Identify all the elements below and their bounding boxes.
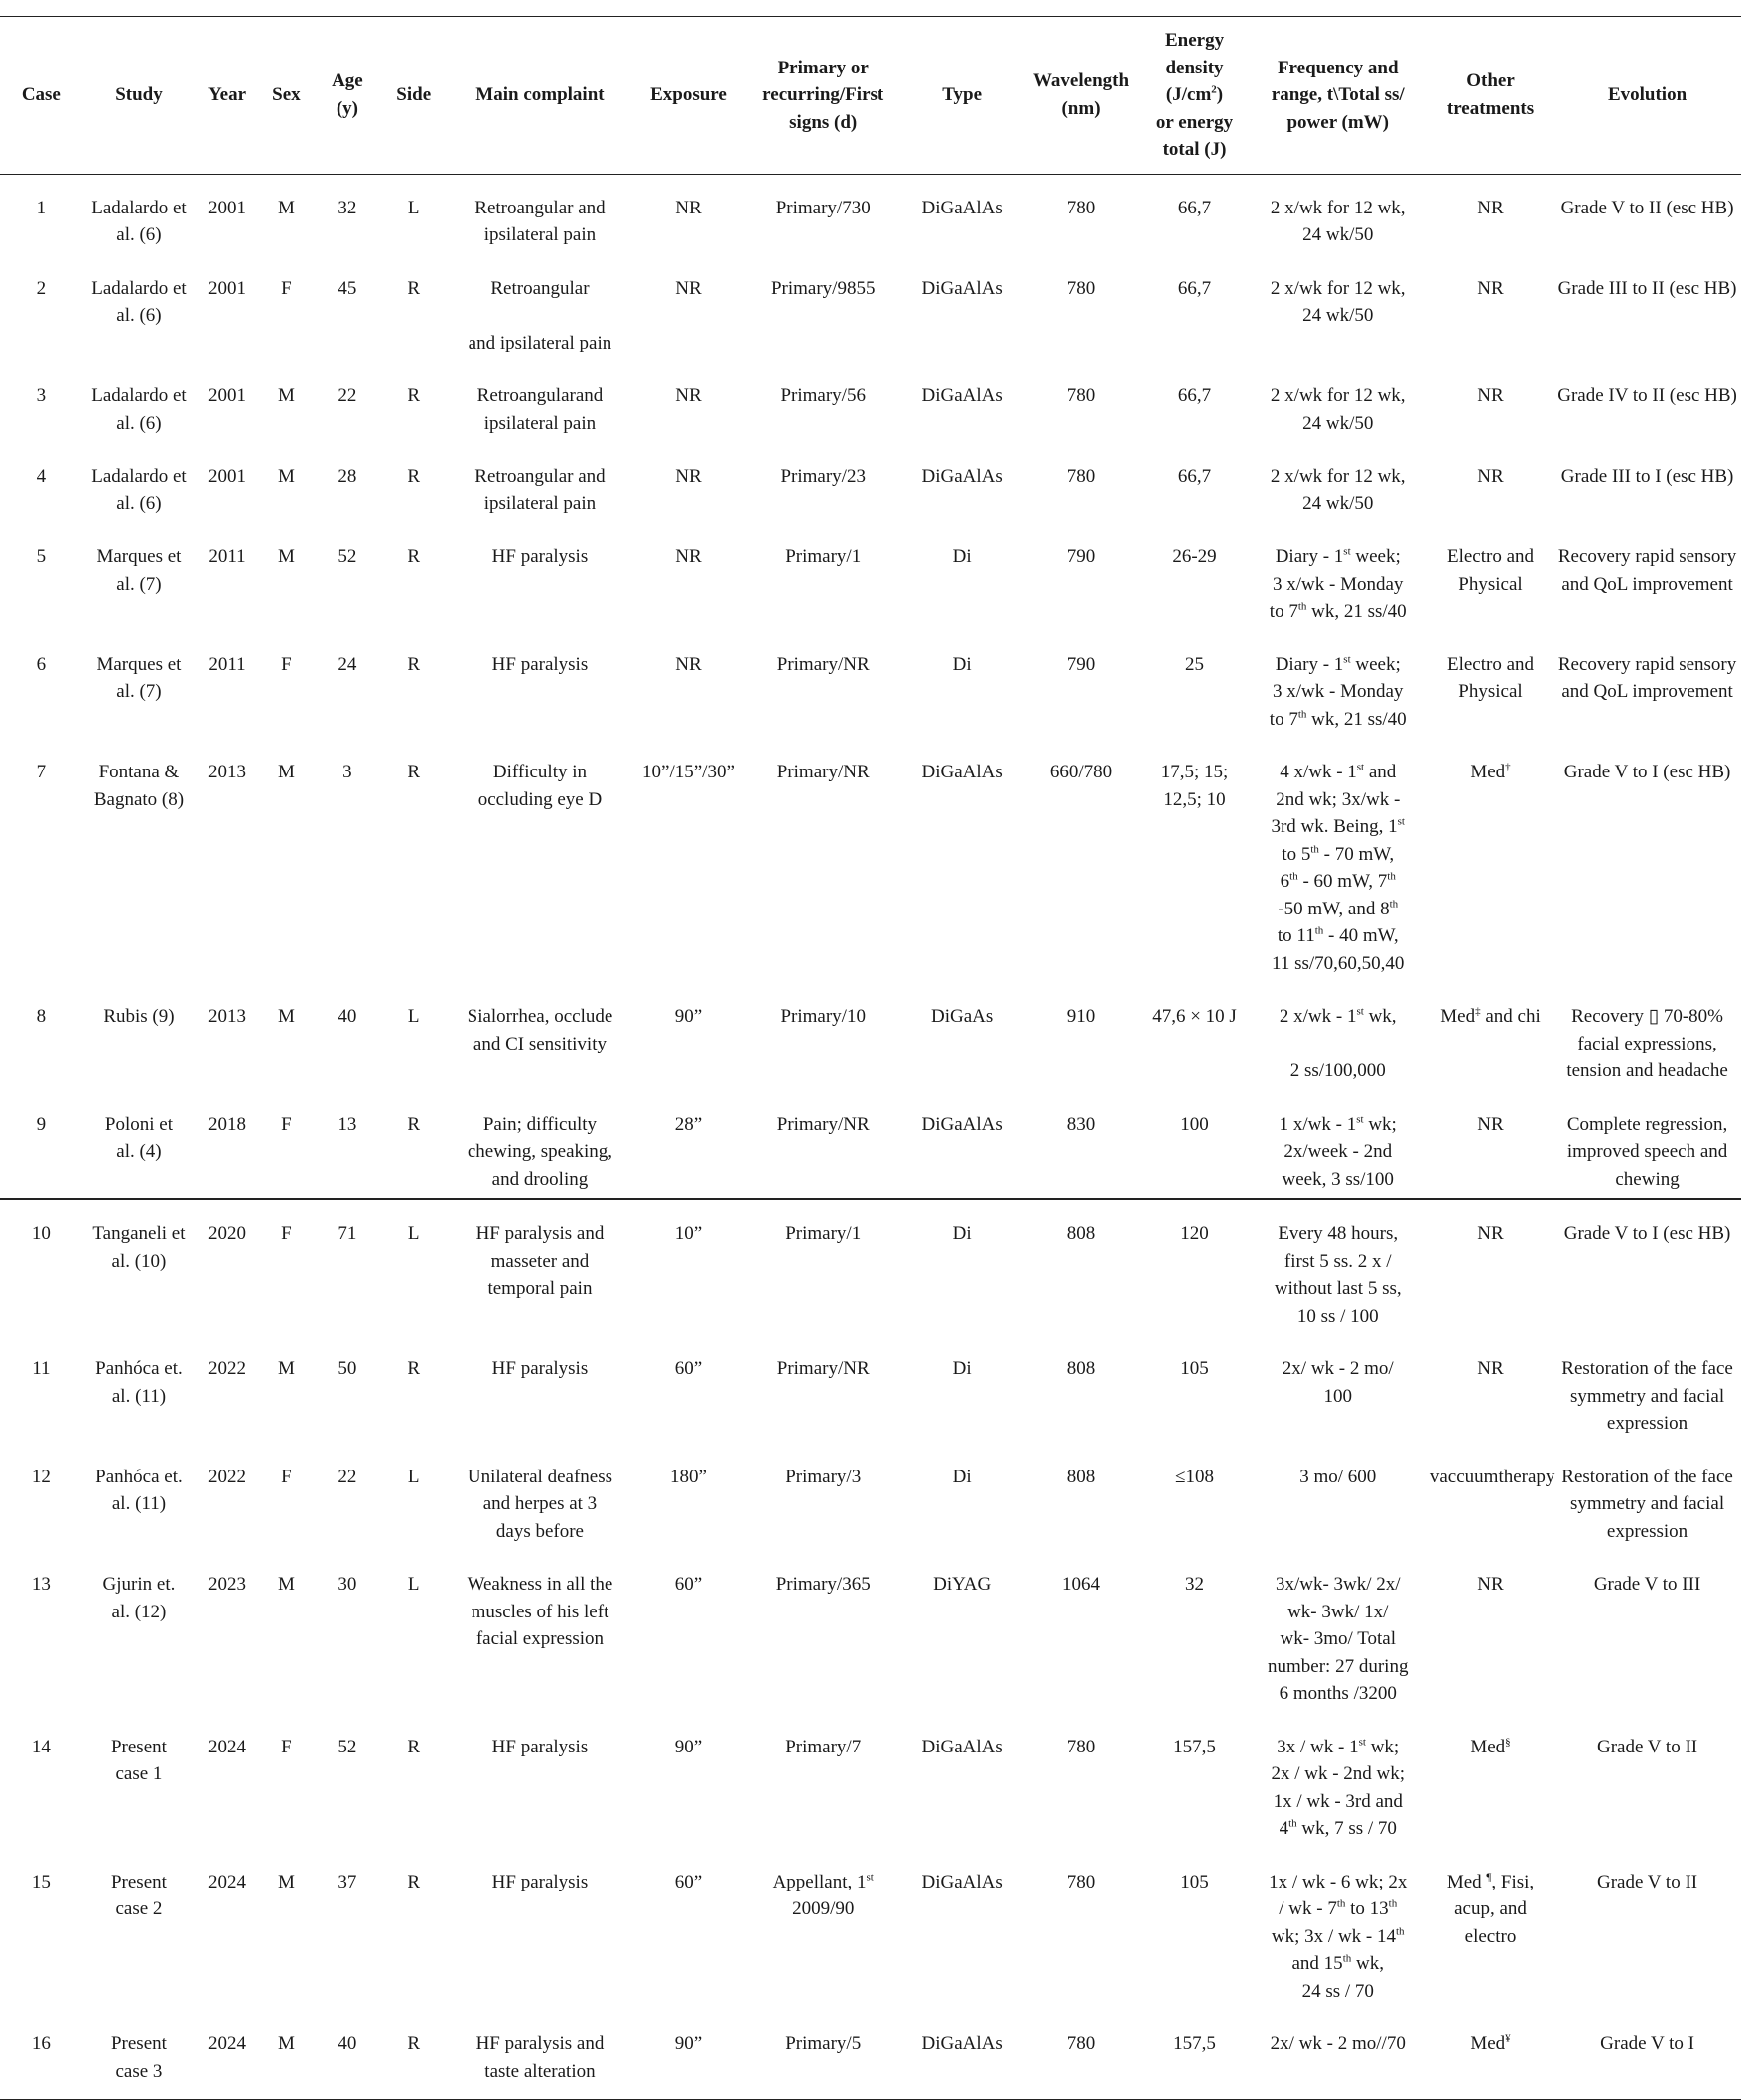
cell-sex: F	[281, 1466, 292, 1487]
cell-sex: F	[259, 1091, 314, 1200]
cell-sex: M	[277, 1871, 295, 1892]
cell-evolution: Grade V to II	[1596, 1736, 1698, 1757]
cell-other-treatments: Med‡ and chi	[1440, 1005, 1541, 1027]
cell-study: Ladalardo et al. (6)	[91, 277, 187, 326]
cell-energy-density: 157,5	[1173, 1736, 1216, 1757]
cell-evolution: Recovery rapid sensory and QoL improvement	[1557, 653, 1737, 702]
header-row	[0, 17, 1741, 175]
cell-frequency-and-range: 2 x/wk for 12 wk, 24 wk/50	[1270, 466, 1406, 514]
table-row	[0, 362, 1741, 443]
cell-year: 2024	[196, 2011, 259, 2100]
cell-frequency-and-range: 3x/wk- 3wk/ 2x/ wk- 3wk/ 1x/ wk- 3mo/ Total number: 27 during 6 months /3200	[1268, 1574, 1409, 1704]
cell-exposure: 90”	[674, 1006, 703, 1027]
table-row	[0, 1714, 1741, 1849]
cell-study: Marques et al. (7)	[96, 546, 182, 595]
cell-main-complaint: HF paralysis and masseter and temporal pain	[475, 1223, 605, 1299]
cell-age: 37	[338, 1871, 357, 1892]
cell-year: 2024	[208, 1871, 247, 1892]
column-header-age: Age (y)	[314, 17, 381, 175]
cell-case: 7	[36, 762, 47, 782]
cell-primary-or-recurring: Primary/7	[785, 1736, 862, 1757]
cell-side: R	[407, 546, 421, 567]
cell-energy-density: 105	[1180, 1871, 1209, 1892]
cell-age: 22	[338, 385, 357, 406]
cell-case: 14	[31, 1736, 51, 1757]
table-row	[0, 631, 1741, 740]
cell-primary-or-recurring: Primary/56	[780, 385, 866, 406]
column-header-year: Year	[196, 17, 259, 175]
cell-case: 10	[31, 1223, 51, 1244]
cell-age: 45	[338, 277, 357, 299]
cell-primary-or-recurring: Primary/730	[775, 197, 871, 218]
cell-type: DiGaAlAs	[903, 1091, 1021, 1200]
cell-wavelength: 660/780	[1049, 762, 1113, 782]
cell-year: 2011	[208, 653, 246, 675]
cell-other-treatments: NR	[1477, 1358, 1504, 1379]
cell-sex: M	[277, 466, 295, 487]
cell-main-complaint: Weakness in all the muscles of his left facial expression	[467, 1574, 613, 1649]
cell-study: Present case 3	[82, 2011, 197, 2100]
cell-other-treatments: NR	[1427, 1091, 1553, 1200]
cell-study: Panhóca et. al. (11)	[95, 1358, 183, 1407]
cell-frequency-and-range: 1x / wk - 6 wk; 2x / wk - 7th to 13th wk; 3x / wk - 14th and 15th wk, 24 ss / 70	[1269, 1871, 1408, 2002]
cell-type: DiGaAlAs	[921, 197, 1003, 218]
cell-age: 22	[338, 1466, 357, 1487]
cell-year: 2020	[208, 1223, 247, 1244]
cell-study: Ladalardo et al. (6)	[91, 385, 187, 434]
cell-frequency-and-range: 3x / wk - 1st wk; 2x / wk - 2nd wk; 1x / wk - 3rd and 4th wk, 7 ss / 70	[1271, 1736, 1406, 1839]
cell-age: 71	[338, 1223, 357, 1244]
cell-primary-or-recurring: Appellant, 1st 2009/90	[772, 1871, 874, 1919]
cell-main-complaint: Retroangular and ipsilateral pain	[474, 466, 606, 514]
column-header-evolution: Evolution	[1553, 17, 1741, 175]
cell-primary-or-recurring: Primary/5	[743, 2011, 903, 2100]
cell-main-complaint: Sialorrhea, occlude and CI sensitivity	[467, 1006, 613, 1054]
cell-age: 24	[338, 653, 357, 675]
cell-energy-density: 105	[1180, 1358, 1209, 1379]
cell-case: 16	[0, 2011, 82, 2100]
cell-type: DiGaAlAs	[921, 1736, 1003, 1757]
table-row	[0, 523, 1741, 631]
cell-frequency-and-range: 4 x/wk - 1st and 2nd wk; 3x/wk - 3rd wk. Being, 1st to 5th - 70 mW, 6th - 60 mW, 7th -50 mW, and 8th to 11th - 40 mW, 11 ss/70,60,50,40	[1271, 761, 1405, 974]
cell-frequency-and-range: 3 mo/ 600	[1299, 1466, 1377, 1487]
cell-study: Present case 1	[110, 1736, 167, 1784]
cell-evolution: Grade V to I (esc HB)	[1563, 1223, 1731, 1244]
cell-wavelength: 780	[1066, 1736, 1096, 1757]
cell-side: R	[407, 277, 421, 299]
cell-frequency-and-range: 2x/ wk - 2 mo/ 100	[1282, 1358, 1394, 1407]
cell-side: R	[407, 1871, 421, 1892]
cell-exposure: 60”	[674, 1574, 703, 1595]
cell-energy-density: 17,5; 15; 12,5; 10	[1160, 762, 1229, 810]
cell-other-treatments: Med¥	[1427, 2011, 1553, 2100]
cell-other-treatments: Med ¶, Fisi, acup, and electro	[1446, 1871, 1535, 1947]
cell-side: R	[407, 762, 421, 782]
cell-main-complaint: HF paralysis	[491, 546, 589, 567]
cell-frequency-and-range: Diary - 1st week; 3 x/wk - Monday to 7th wk, 21 ss/40	[1269, 545, 1407, 622]
cell-year: 2001	[208, 466, 247, 487]
cell-other-treatments: NR	[1477, 385, 1504, 406]
cell-side: L	[407, 1466, 420, 1487]
cell-case: 6	[36, 653, 47, 675]
cell-wavelength: 780	[1066, 385, 1096, 406]
cell-main-complaint: Unilateral deafness and herpes at 3 days before	[467, 1466, 613, 1542]
cell-frequency-and-range: 2x/ wk - 2 mo//70	[1249, 2011, 1427, 2100]
cell-evolution: Grade V to III	[1593, 1574, 1701, 1595]
cell-side: L	[407, 1223, 420, 1244]
cell-primary-or-recurring: Primary/NR	[743, 1091, 903, 1200]
column-header-primary-or-recurring: Primary or recurring/First signs (d)	[743, 17, 903, 175]
cell-sex: F	[281, 653, 292, 675]
cell-other-treatments: Electro and Physical	[1446, 546, 1535, 595]
cell-year: 2022	[208, 1358, 247, 1379]
column-header-type: Type	[903, 17, 1021, 175]
cell-age: 13	[314, 1091, 381, 1200]
cell-study: Panhóca et. al. (11)	[95, 1466, 183, 1514]
cell-primary-or-recurring: Primary/365	[775, 1574, 871, 1595]
cell-main-complaint: HF paralysis and taste alteration	[447, 2011, 634, 2100]
cell-evolution: Recovery ▯ 70-80% facial expressions, tension and headache	[1566, 1006, 1728, 1081]
cell-other-treatments: NR	[1477, 466, 1504, 487]
cell-type: DiGaAs	[931, 1006, 994, 1027]
cell-main-complaint: Retroangularand ipsilateral pain	[476, 385, 604, 434]
cell-wavelength: 808	[1066, 1223, 1096, 1244]
cell-age: 50	[338, 1358, 357, 1379]
cell-study: Ladalardo et al. (6)	[91, 197, 187, 245]
cell-main-complaint: Pain; difficulty chewing, speaking, and drooling	[447, 1091, 634, 1200]
cell-main-complaint: HF paralysis	[491, 1358, 589, 1379]
cell-main-complaint: HF paralysis	[491, 653, 589, 675]
cell-wavelength: 1064	[1062, 1574, 1100, 1595]
cell-case: 15	[31, 1871, 51, 1892]
cell-evolution: Grade V to I	[1553, 2011, 1741, 2100]
cell-side: R	[407, 466, 421, 487]
cell-frequency-and-range: 2 x/wk for 12 wk, 24 wk/50	[1270, 277, 1406, 326]
cell-year: 2023	[208, 1574, 247, 1595]
cell-evolution: Restoration of the face symmetry and facial expression	[1561, 1466, 1733, 1542]
cell-primary-or-recurring: Primary/3	[785, 1466, 862, 1487]
column-header-other-treatments: Other treatments	[1427, 17, 1553, 175]
cell-evolution: Grade III to II (esc HB)	[1557, 277, 1737, 299]
column-header-main-complaint: Main complaint	[447, 17, 634, 175]
cell-age: 52	[338, 546, 357, 567]
cell-other-treatments: Med†	[1470, 761, 1511, 782]
cell-study: Fontana & Bagnato (8)	[93, 762, 185, 810]
cell-age: 52	[338, 1736, 357, 1757]
cell-other-treatments: NR	[1477, 277, 1504, 299]
cell-energy-density: 100	[1141, 1091, 1248, 1200]
cell-type: Di	[952, 1223, 972, 1244]
cell-study: Rubis (9)	[103, 1006, 175, 1027]
cell-study: Marques et al. (7)	[96, 653, 182, 702]
cell-exposure: 60”	[674, 1358, 703, 1379]
table-row	[0, 983, 1741, 1091]
cell-type: Di	[952, 1358, 972, 1379]
column-header-case: Case	[0, 17, 82, 175]
cell-exposure: NR	[675, 546, 702, 567]
cell-case: 2	[36, 277, 47, 299]
cell-main-complaint: HF paralysis	[491, 1871, 589, 1892]
cell-sex: M	[277, 1006, 295, 1027]
cell-side: R	[407, 653, 421, 675]
cell-sex: F	[281, 277, 292, 299]
cell-energy-density: 32	[1185, 1574, 1205, 1595]
cell-wavelength: 790	[1066, 546, 1096, 567]
table-row	[0, 1849, 1741, 2012]
table-row	[0, 1444, 1741, 1552]
cell-wavelength: 790	[1066, 653, 1096, 675]
cell-exposure: 60”	[674, 1871, 703, 1892]
cell-year: 2001	[208, 385, 247, 406]
cell-study: Gjurin et. al. (12)	[102, 1574, 176, 1622]
cell-evolution: Grade V to II	[1596, 1871, 1698, 1892]
cell-other-treatments: NR	[1477, 1223, 1504, 1244]
cell-primary-or-recurring: Primary/23	[780, 466, 866, 487]
table-header	[0, 17, 1741, 175]
cell-energy-density: 66,7	[1177, 385, 1212, 406]
cell-sex: F	[281, 1223, 292, 1244]
cell-wavelength: 808	[1066, 1358, 1096, 1379]
cell-frequency-and-range: 2 x/wk for 12 wk, 24 wk/50	[1270, 197, 1406, 245]
cell-evolution: Grade V to I (esc HB)	[1563, 762, 1731, 782]
cell-energy-density: 157,5	[1141, 2011, 1248, 2100]
cell-evolution: Complete regression, improved speech and chewing	[1553, 1091, 1741, 1200]
cell-age: 32	[338, 197, 357, 218]
cell-main-complaint: HF paralysis	[491, 1736, 589, 1757]
cell-wavelength: 808	[1066, 1466, 1096, 1487]
cell-evolution: Grade IV to II (esc HB)	[1557, 385, 1737, 406]
cell-sex: F	[281, 1736, 292, 1757]
cell-primary-or-recurring: Primary/9855	[770, 277, 876, 299]
cell-other-treatments: NR	[1477, 197, 1504, 218]
cell-other-treatments: vaccuumtherapy	[1429, 1466, 1555, 1487]
table-row	[0, 1091, 1741, 1200]
cell-evolution: Restoration of the face symmetry and facial expression	[1561, 1358, 1733, 1434]
table-row	[0, 255, 1741, 363]
table-row	[0, 443, 1741, 523]
cell-primary-or-recurring: Primary/NR	[776, 1358, 870, 1379]
cell-evolution: Grade III to I (esc HB)	[1560, 466, 1734, 487]
cell-exposure: NR	[675, 197, 702, 218]
cell-energy-density: 25	[1185, 653, 1205, 675]
cell-sex: M	[277, 546, 295, 567]
cell-case: 11	[32, 1358, 51, 1379]
cell-frequency-and-range: 2 x/wk - 1st wk, 2 ss/100,000	[1279, 1005, 1397, 1081]
cell-year: 2022	[208, 1466, 247, 1487]
cell-frequency-and-range: Diary - 1st week; 3 x/wk - Monday to 7th wk, 21 ss/40	[1269, 653, 1407, 730]
cell-primary-or-recurring: Primary/1	[785, 546, 862, 567]
column-header-study: Study	[82, 17, 197, 175]
cell-frequency-and-range: Every 48 hours, first 5 ss. 2 x / without last 5 ss, 10 ss / 100	[1274, 1223, 1402, 1327]
cell-age: 40	[314, 2011, 381, 2100]
cell-exposure: 90”	[633, 2011, 742, 2100]
cell-case: 8	[36, 1006, 47, 1027]
cell-type: DiGaAlAs	[921, 466, 1003, 487]
cell-energy-density: 47,6 × 10 J	[1152, 1006, 1237, 1027]
cell-year: 2024	[208, 1736, 247, 1757]
cell-type: DiGaAlAs	[903, 2011, 1021, 2100]
cell-energy-density: 26-29	[1172, 546, 1217, 567]
case-comparison-table	[0, 16, 1741, 2100]
cell-type: DiGaAlAs	[921, 277, 1003, 299]
column-header-frequency-and-range: Frequency and range, t\Total ss/ power (mW)	[1249, 17, 1427, 175]
cell-frequency-and-range: 1 x/wk - 1st wk; 2x/week - 2nd week, 3 ss/100	[1249, 1091, 1427, 1200]
table-row	[0, 1199, 1741, 1335]
cell-year: 2013	[208, 1006, 247, 1027]
cell-case: 9	[0, 1091, 82, 1200]
cell-other-treatments: Med§	[1470, 1736, 1511, 1757]
cell-study: Poloni et al. (4)	[82, 1091, 197, 1200]
cell-side: L	[407, 197, 420, 218]
cell-primary-or-recurring: Primary/1	[785, 1223, 862, 1244]
cell-sex: M	[277, 762, 295, 782]
cell-type: DiGaAlAs	[921, 385, 1003, 406]
cell-case: 12	[31, 1466, 51, 1487]
cell-energy-density: 66,7	[1177, 197, 1212, 218]
cell-sex: M	[277, 1358, 295, 1379]
cell-year: 2001	[208, 277, 247, 299]
cell-exposure: 28”	[633, 1091, 742, 1200]
cell-type: Di	[952, 1466, 972, 1487]
cell-wavelength: 780	[1066, 197, 1096, 218]
cell-sex: M	[277, 1574, 295, 1595]
cell-side: L	[407, 1006, 420, 1027]
cell-frequency-and-range: 2 x/wk for 12 wk, 24 wk/50	[1270, 385, 1406, 434]
cell-case: 1	[36, 197, 47, 218]
cell-side: R	[381, 1091, 447, 1200]
cell-exposure: 10”/15”/30”	[642, 762, 735, 782]
cell-evolution: Grade V to II (esc HB)	[1560, 197, 1734, 218]
cell-side: L	[407, 1574, 420, 1595]
cell-main-complaint: Difficulty in occluding eye D	[477, 762, 603, 810]
cell-year: 2001	[208, 197, 247, 218]
cell-wavelength: 830	[1021, 1091, 1142, 1200]
column-header-side: Side	[381, 17, 447, 175]
column-header-wavelength: Wavelength (nm)	[1021, 17, 1142, 175]
table-row	[0, 739, 1741, 983]
cell-sex: M	[259, 2011, 314, 2100]
cell-energy-density: 66,7	[1177, 277, 1212, 299]
cell-wavelength: 910	[1066, 1006, 1096, 1027]
cell-exposure: 10”	[674, 1223, 703, 1244]
cell-age: 3	[342, 762, 352, 782]
cell-wavelength: 780	[1021, 2011, 1142, 2100]
cell-evolution: Recovery rapid sensory and QoL improvement	[1557, 546, 1737, 595]
cell-primary-or-recurring: Primary/10	[780, 1006, 866, 1027]
cell-exposure: NR	[675, 277, 702, 299]
cell-energy-density: 66,7	[1177, 466, 1212, 487]
cell-side: R	[381, 2011, 447, 2100]
cell-type: DiYAG	[933, 1574, 992, 1595]
table-body	[0, 174, 1741, 2100]
cell-case: 3	[36, 385, 47, 406]
cell-side: R	[407, 1358, 421, 1379]
table-row	[0, 174, 1741, 255]
cell-age: 30	[338, 1574, 357, 1595]
column-header-sex: Sex	[259, 17, 314, 175]
cell-exposure: NR	[675, 466, 702, 487]
cell-sex: M	[277, 385, 295, 406]
cell-other-treatments: Electro and Physical	[1446, 653, 1535, 702]
cell-type: DiGaAlAs	[921, 762, 1003, 782]
cell-study: Ladalardo et al. (6)	[91, 466, 187, 514]
table-row	[0, 1335, 1741, 1444]
cell-case: 5	[36, 546, 47, 567]
cell-exposure: NR	[675, 385, 702, 406]
cell-year: 2011	[208, 546, 246, 567]
cell-exposure: 90”	[674, 1736, 703, 1757]
cell-type: Di	[952, 546, 972, 567]
column-header-exposure: Exposure	[633, 17, 742, 175]
cell-primary-or-recurring: Primary/NR	[776, 762, 870, 782]
cell-age: 40	[338, 1006, 357, 1027]
cell-energy-density: 120	[1180, 1223, 1209, 1244]
cell-study: Present case 2	[110, 1871, 167, 1919]
column-header-energy-density: Energy density $(J/cm^2)$ or energy total (J)	[1141, 17, 1248, 175]
table-row	[0, 2011, 1741, 2100]
cell-exposure: 180”	[670, 1466, 707, 1487]
cell-study: Tanganeli et al. (10)	[92, 1223, 186, 1272]
cell-age: 28	[338, 466, 357, 487]
cell-type: Di	[952, 653, 972, 675]
cell-primary-or-recurring: Primary/NR	[776, 653, 870, 675]
cell-wavelength: 780	[1066, 466, 1096, 487]
cell-other-treatments: NR	[1477, 1574, 1504, 1595]
cell-case: 13	[31, 1574, 51, 1595]
cell-main-complaint: Retroangular and ipsilateral pain	[474, 197, 606, 245]
cell-case: 4	[36, 466, 47, 487]
cell-year: 2018	[196, 1091, 259, 1200]
cell-exposure: NR	[675, 653, 702, 675]
cell-year: 2013	[208, 762, 247, 782]
cell-side: R	[407, 1736, 421, 1757]
cell-wavelength: 780	[1066, 1871, 1096, 1892]
cell-sex: M	[277, 197, 295, 218]
cell-type: DiGaAlAs	[921, 1871, 1003, 1892]
cell-wavelength: 780	[1066, 277, 1096, 299]
cell-side: R	[407, 385, 421, 406]
cell-main-complaint: Retroangular and ipsilateral pain	[468, 277, 612, 353]
table-row	[0, 1551, 1741, 1714]
cell-energy-density: ≤108	[1175, 1466, 1214, 1487]
